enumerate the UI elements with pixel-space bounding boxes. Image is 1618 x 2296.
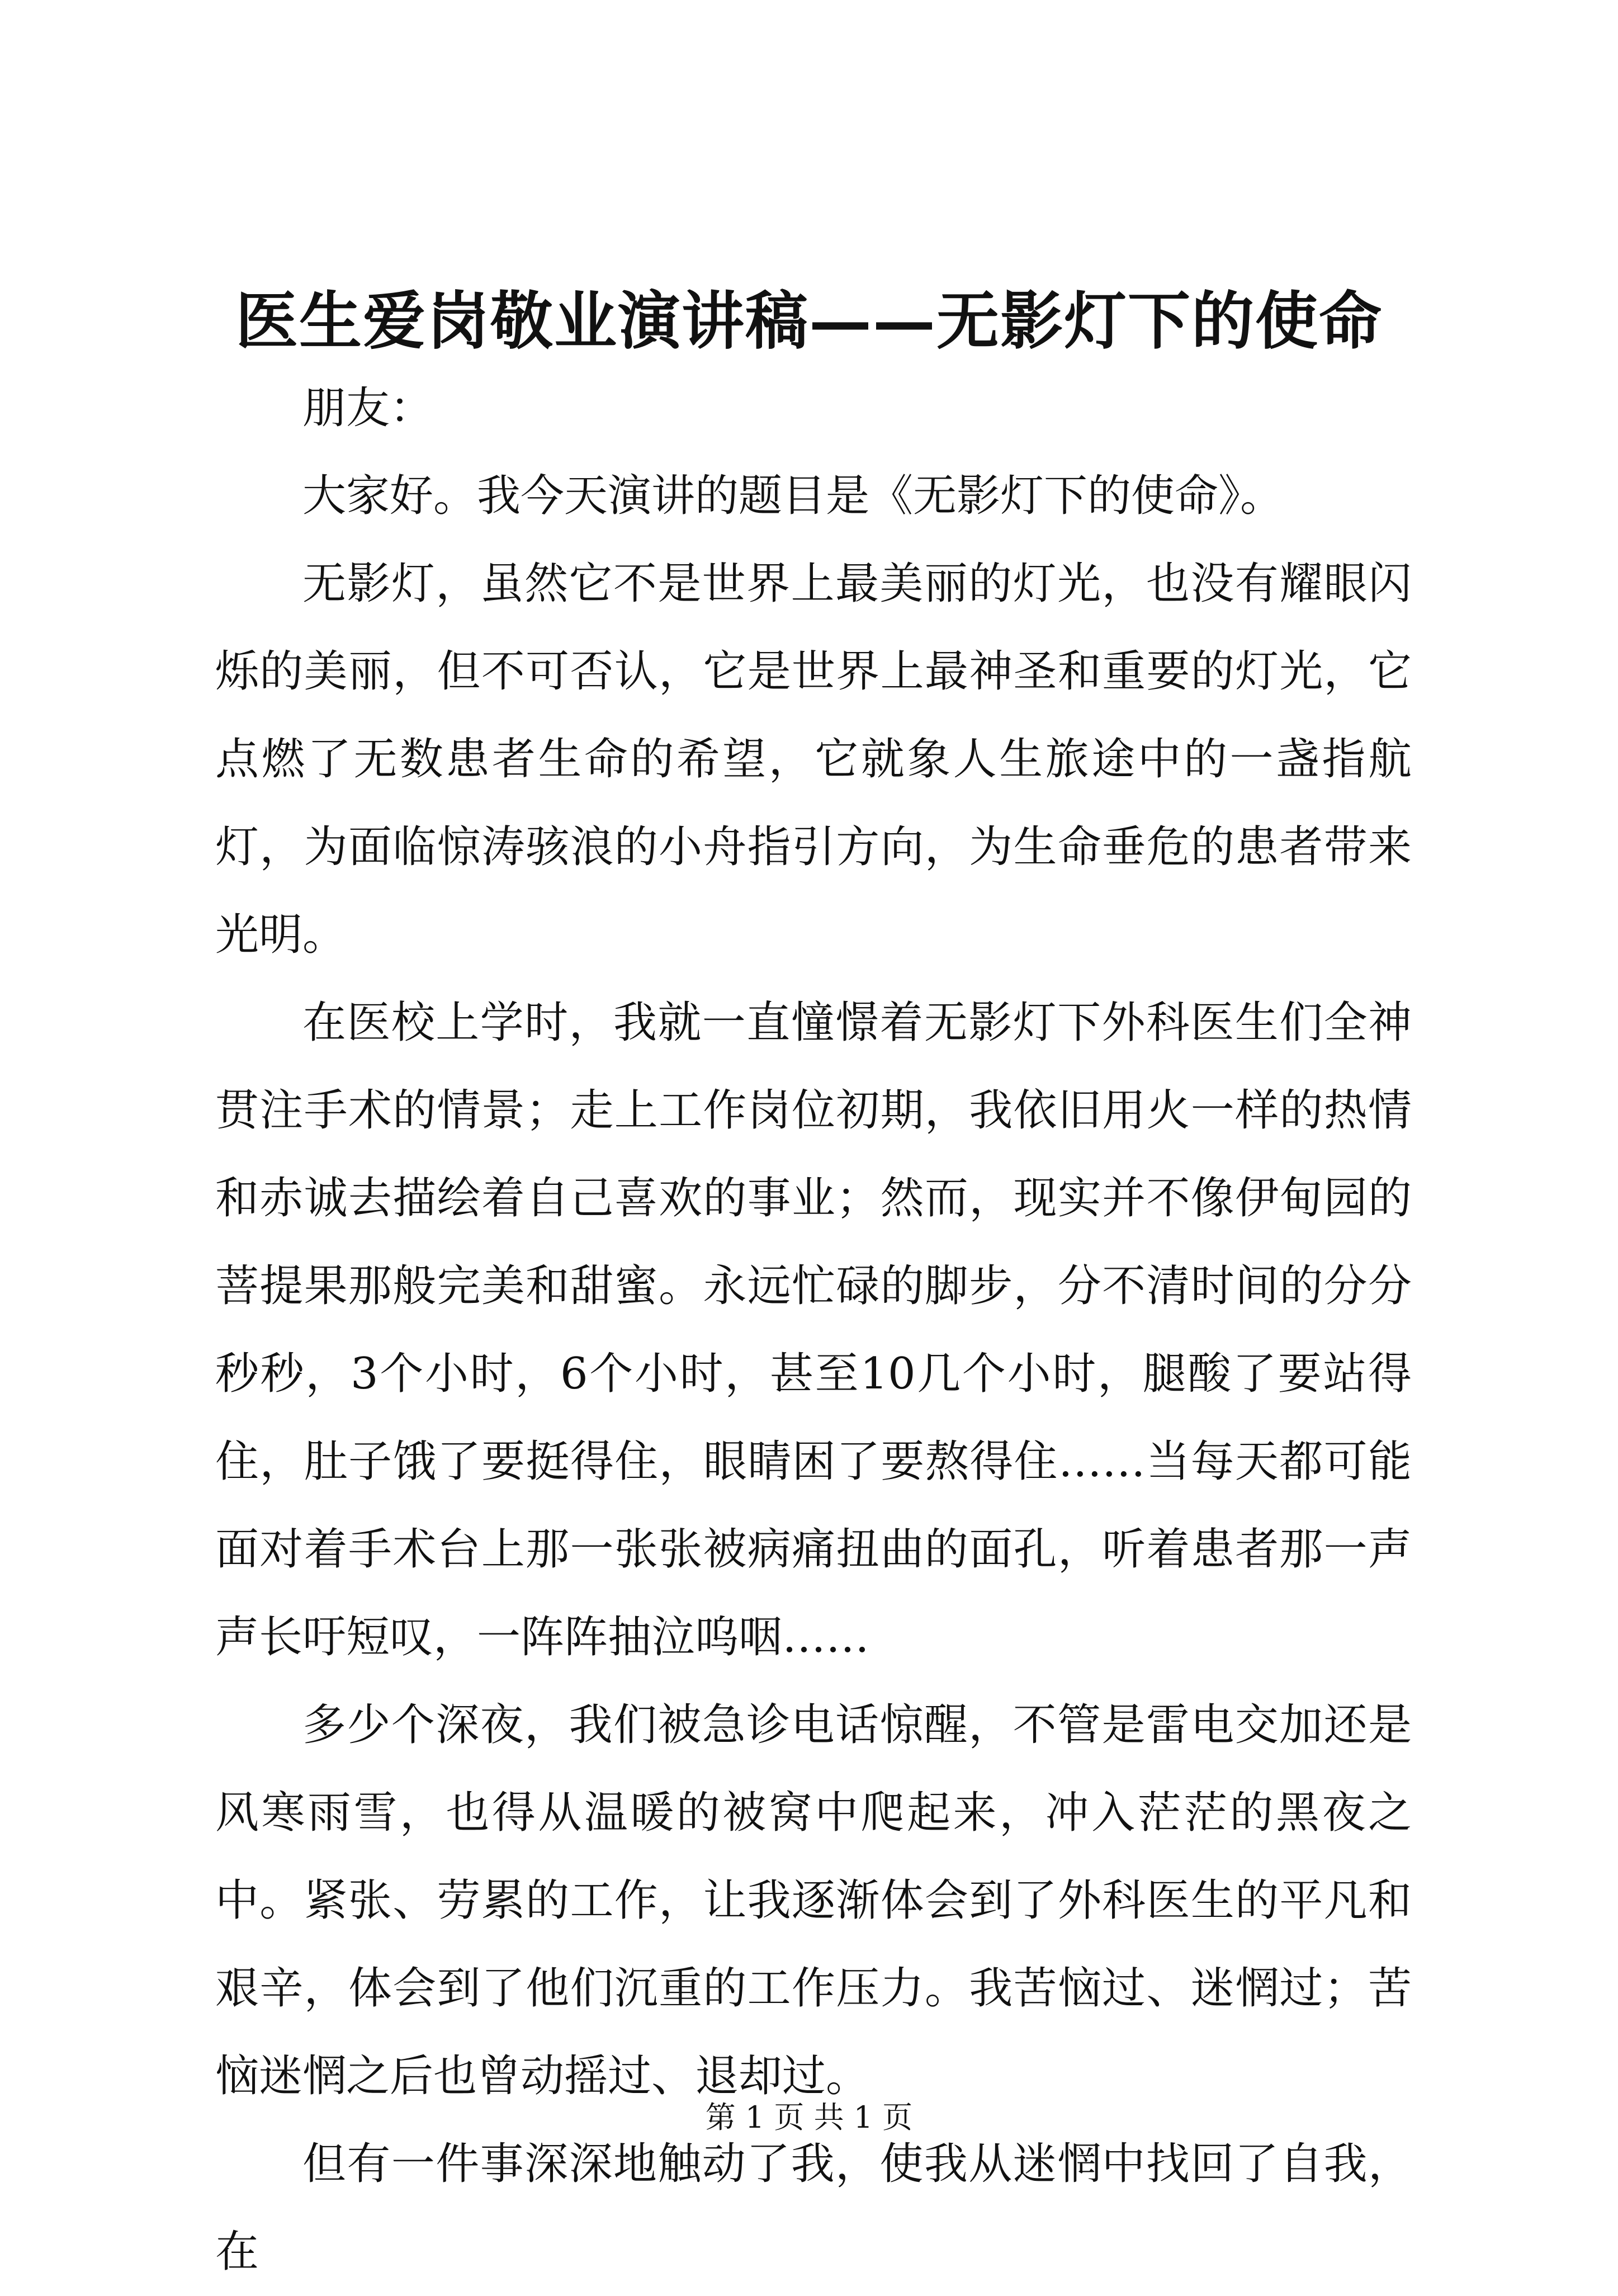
paragraph-intro: 大家好。我今天演讲的题目是《无影灯下的使命》。	[302, 471, 1284, 521]
paragraph-turning-point: 但有一件事深深地触动了我，使我从迷惘中找回了自我，在	[215, 2139, 1412, 2277]
paragraph-shadowless-lamp: 无影灯，虽然它不是世界上最美丽的灯光，也没有耀眼闪烁的美丽，但不可否认，它是世界上最神圣和重要的灯光，它点燃了无数患者生命的希望，它就象人生旅途中的一盏指航灯，为面临惊涛骇浪的小舟指引方向，为生命垂危的患者带来光明。	[215, 559, 1412, 960]
page-footer: 第 1 页 共 1 页	[705, 2100, 913, 2135]
paragraph-greeting: 朋友：	[302, 383, 434, 433]
paragraph-late-nights: 多少个深夜，我们被急诊电话惊醒，不管是雷电交加还是风寒雨雪，也得从温暖的被窝中爬起来，冲入茫茫的黑夜之中。紧张、劳累的工作，让我逐渐体会到了外科医生的平凡和艰辛，体会到了他们沉重的工作压力。我苦恼过、迷惘过；苦恼迷惘之后也曾动摇过、退却过。	[215, 1700, 1412, 2101]
document-title: 医生爱岗敬业演讲稿——无影灯下的使命	[235, 285, 1383, 358]
paragraph-medical-school: 在医校上学时，我就一直憧憬着无影灯下外科医生们全神贯注手术的情景；走上工作岗位初期，我依旧用火一样的热情和赤诚去描绘着自己喜欢的事业；然而，现实并不像伊甸园的菩提果那般完美和甜蜜。永远忙碌的脚步，分不清时间的分分秒秒，3个小时，6个小时，甚至10几个小时，腿酸了要站得住，肚子饿了要挺得住，眼睛困了要熬得住……当每天都可能面对着手术台上那一张张被病痛扭曲的面孔，听着患者那一声声长吁短叹，一阵阵抽泣呜咽……	[215, 998, 1412, 1662]
document-body	[215, 365, 1412, 2296]
